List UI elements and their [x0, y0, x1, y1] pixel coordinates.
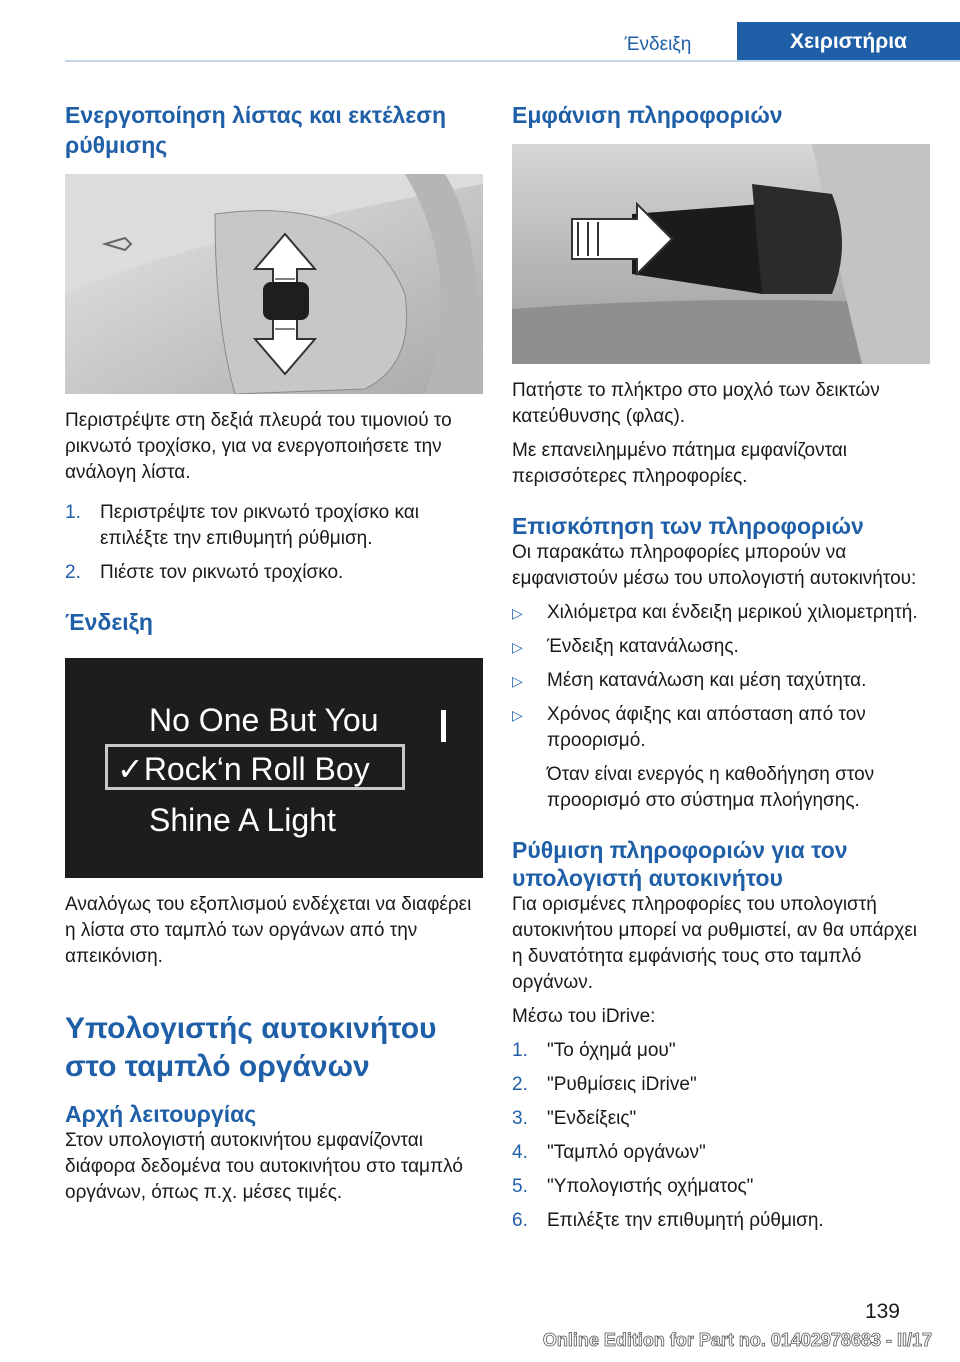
step-text: "Υπολογιστής οχήματος"	[547, 1176, 754, 1197]
step-text: Επιλέξτε την επιθυμητή ρύθμιση.	[547, 1210, 824, 1231]
settings-paragraph: Για ορισμένες πληροφορίες του υπολογιστή αυτοκινήτου μπορεί να ρυθμιστεί, αν θα υπάρχει η δυνατότητα εμφάνισής τους στο ταμπλό οργάνων.	[512, 894, 918, 993]
principle-paragraph: Στον υπολογιστή αυτοκινήτου εμφανίζονται διάφορα δεδομένα του αυτοκινήτου στο ταμπλό οργάνων, όπως π.χ. μέσες τιμές.	[65, 1130, 463, 1203]
triangle-bullet-icon: ▷	[512, 673, 523, 689]
list-item	[65, 560, 483, 586]
list-item	[512, 702, 930, 754]
intro-paragraph: Περιστρέψτε στη δεξιά πλευρά του τιμονιού το ρικνωτό τροχίσκο, για να ενεργοποιήσετε την ανάλογη λίστα.	[65, 410, 452, 483]
bullet-text: Ένδειξη κατανάλωσης.	[547, 636, 739, 657]
cluster-display-figure	[65, 658, 483, 878]
step-text: "Το όχημά μου"	[547, 1040, 676, 1061]
display-list-item-selected: ✓Rock‘n Roll Boy	[117, 751, 370, 787]
display-note: Αναλόγως του εξοπλισμού ενδέχεται να διαφέρει η λίστα στο ταμπλό των οργάνων από την απεικόνιση.	[65, 894, 472, 967]
header-rule	[65, 60, 960, 62]
page-number: 139	[864, 1300, 900, 1323]
list-item	[512, 1106, 930, 1132]
running-header-section: Ένδειξη	[624, 34, 692, 55]
list-item	[512, 1038, 930, 1064]
turn-signal-lever-figure	[512, 144, 930, 364]
step-number: 2.	[512, 1074, 528, 1095]
steering-wheel-illustration	[65, 174, 483, 394]
step-number: 1.	[512, 1040, 528, 1061]
list-item	[512, 1208, 930, 1234]
step-number: 2.	[65, 562, 81, 583]
list-item	[512, 1140, 930, 1166]
heading-display: Ένδειξη	[65, 609, 153, 635]
menu-steps-list	[512, 1038, 930, 1234]
scrollbar-indicator	[441, 710, 446, 742]
activate-steps-list	[65, 500, 483, 586]
list-item	[512, 668, 930, 694]
heading-overview: Επισκόπηση των πληροφοριών	[512, 513, 864, 539]
show-paragraph-1: Πατήστε το πλήκτρο στο μοχλό των δεικτών κατεύθυνσης (φλας).	[512, 380, 880, 427]
list-item	[512, 634, 930, 660]
step-text: "Ενδείξεις"	[547, 1108, 637, 1129]
heading-show-info: Εμφάνιση πληροφοριών	[512, 102, 783, 128]
heading-activate-list: Ενεργοποίηση λίστας και εκτέλεση ρύθμισης	[65, 102, 446, 158]
triangle-bullet-icon: ▷	[512, 639, 523, 655]
turn-signal-lever-illustration	[512, 144, 930, 364]
step-number: 1.	[65, 502, 81, 523]
heading-principle: Αρχή λειτουργίας	[65, 1101, 257, 1127]
left-column	[65, 100, 483, 1206]
overview-paragraph: Οι παρακάτω πληροφορίες μπορούν να εμφανιστούν μέσω του υπολογιστή αυτοκινήτου:	[512, 542, 917, 589]
list-item	[512, 600, 930, 626]
show-paragraph-2: Με επανειλημμένο πάτημα εμφανίζονται περισσότερες πληροφορίες.	[512, 440, 848, 487]
step-number: 6.	[512, 1210, 528, 1231]
section-title-computer: Υπολογιστής αυτοκινήτου στο ταμπλό οργάνων	[65, 1012, 437, 1083]
triangle-bullet-icon: ▷	[512, 707, 523, 723]
step-text: "Ρυθμίσεις iDrive"	[547, 1074, 697, 1095]
edition-footer: Online Edition for Part no. 01402978683 - II/17	[542, 1330, 932, 1350]
display-list-item: Shine A Light	[149, 802, 336, 838]
step-number: 4.	[512, 1142, 528, 1163]
display-list-item: No One But You	[149, 702, 379, 738]
step-number: 5.	[512, 1176, 528, 1197]
step-text: Πιέστε τον ρικνωτό τροχίσκο.	[100, 562, 344, 583]
right-column	[512, 100, 930, 1242]
steering-wheel-figure	[65, 174, 483, 394]
heading-settings: Ρύθμιση πληροφοριών για τον υπολογιστή αυτοκινήτου	[512, 837, 848, 891]
via-idrive-label: Μέσω του iDrive:	[512, 1006, 656, 1027]
bullet-note: Όταν είναι ενεργός η καθοδήγηση στον προορισμό στο σύστημα πλοήγησης.	[547, 764, 875, 811]
bullet-text: Μέση κατανάλωση και μέση ταχύτητα.	[547, 670, 867, 691]
info-bullet-list	[512, 600, 930, 754]
bullet-text: Χρόνος άφιξης και απόσταση από τον προορισμό.	[547, 704, 866, 751]
step-number: 3.	[512, 1108, 528, 1129]
bullet-text: Χιλιόμετρα και ένδειξη μερικού χιλιομετρητή.	[547, 602, 918, 623]
list-item	[512, 1072, 930, 1098]
list-item	[512, 1174, 930, 1200]
running-header-chapter: Χειριστήρια	[737, 22, 960, 62]
step-text: Περιστρέψτε τον ρικνωτό τροχίσκο και επιλέξτε την επιθυμητή ρύθμιση.	[100, 502, 419, 549]
triangle-bullet-icon: ▷	[512, 605, 523, 621]
list-item	[65, 500, 483, 552]
step-text: "Ταμπλό οργάνων"	[547, 1142, 706, 1163]
